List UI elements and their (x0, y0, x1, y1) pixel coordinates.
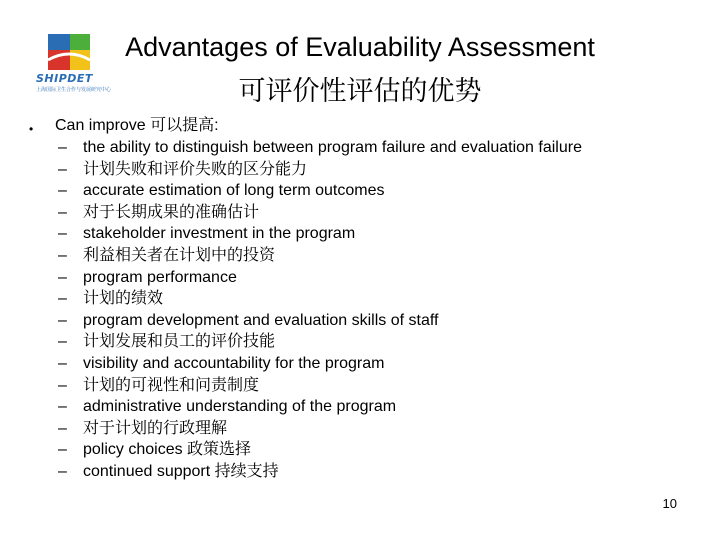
bullet-icon: • (29, 122, 34, 136)
list-item-text: administrative understanding of the program (83, 398, 397, 416)
dash-icon: – (58, 160, 67, 178)
list-item-text: 计划的可视性和问责制度 (83, 376, 260, 394)
list-item-text: 计划发展和员工的评价技能 (83, 333, 276, 351)
list-item (58, 310, 582, 332)
list-item-text: accurate estimation of long term outcomes (83, 182, 385, 200)
list-item (58, 331, 582, 353)
list-item-text: 利益相关者在计划中的投资 (83, 246, 276, 264)
list-item (58, 223, 582, 245)
dash-icon: – (58, 139, 67, 156)
list-item (58, 353, 582, 375)
dash-icon: – (58, 268, 67, 286)
list-item (58, 267, 582, 289)
list-item (58, 137, 582, 159)
dash-icon: – (58, 462, 67, 480)
list-item-text: 对于长期成果的准确估计 (83, 203, 260, 221)
list-item (58, 396, 582, 418)
dash-icon: – (58, 441, 67, 459)
list-item-text: 计划失败和评价失败的区分能力 (83, 160, 308, 178)
list-item-text: the ability to distinguish between program failure and evaluation failure (83, 139, 582, 156)
list-item (58, 288, 582, 310)
dash-icon: – (58, 203, 67, 221)
dash-icon: – (58, 246, 67, 264)
title-chinese: 可评价性评估的优势 (238, 76, 482, 107)
dash-icon: – (58, 290, 67, 308)
list-item (58, 439, 582, 461)
title-english: Advantages of Evaluability Assessment (125, 32, 595, 62)
dash-icon: – (58, 225, 67, 243)
logo-name: SHIPDET (36, 72, 93, 85)
list-item-text: 计划的绩效 (83, 290, 164, 308)
list-item (58, 180, 582, 202)
dash-icon: – (58, 311, 67, 329)
intro-text: Can improve 可以提高: (55, 117, 219, 134)
dash-icon: – (58, 333, 67, 351)
advantage-list (58, 137, 582, 483)
list-item-text: visibility and accountability for the program (83, 354, 385, 372)
list-item (58, 375, 582, 397)
list-item (58, 202, 582, 224)
list-item (58, 245, 582, 267)
dash-icon: – (58, 419, 67, 437)
logo-subtitle: 上海国际卫生合作与发展研究中心 (36, 87, 112, 93)
list-item-text: continued support 持续支持 (83, 462, 279, 480)
list-item (58, 418, 582, 440)
page-number: 10 (662, 496, 677, 511)
dash-icon: – (58, 376, 67, 394)
list-item-text: program performance (83, 268, 237, 286)
dash-icon: – (58, 182, 67, 200)
list-item (58, 159, 582, 181)
dash-icon: – (58, 398, 67, 416)
list-item-text: program development and evaluation skills of staff (83, 311, 439, 329)
list-item-text: policy choices 政策选择 (83, 441, 252, 459)
list-item-text: stakeholder investment in the program (83, 225, 356, 243)
dash-icon: – (58, 354, 67, 372)
list-item (58, 461, 582, 483)
list-item-text: 对于计划的行政理解 (83, 419, 228, 437)
